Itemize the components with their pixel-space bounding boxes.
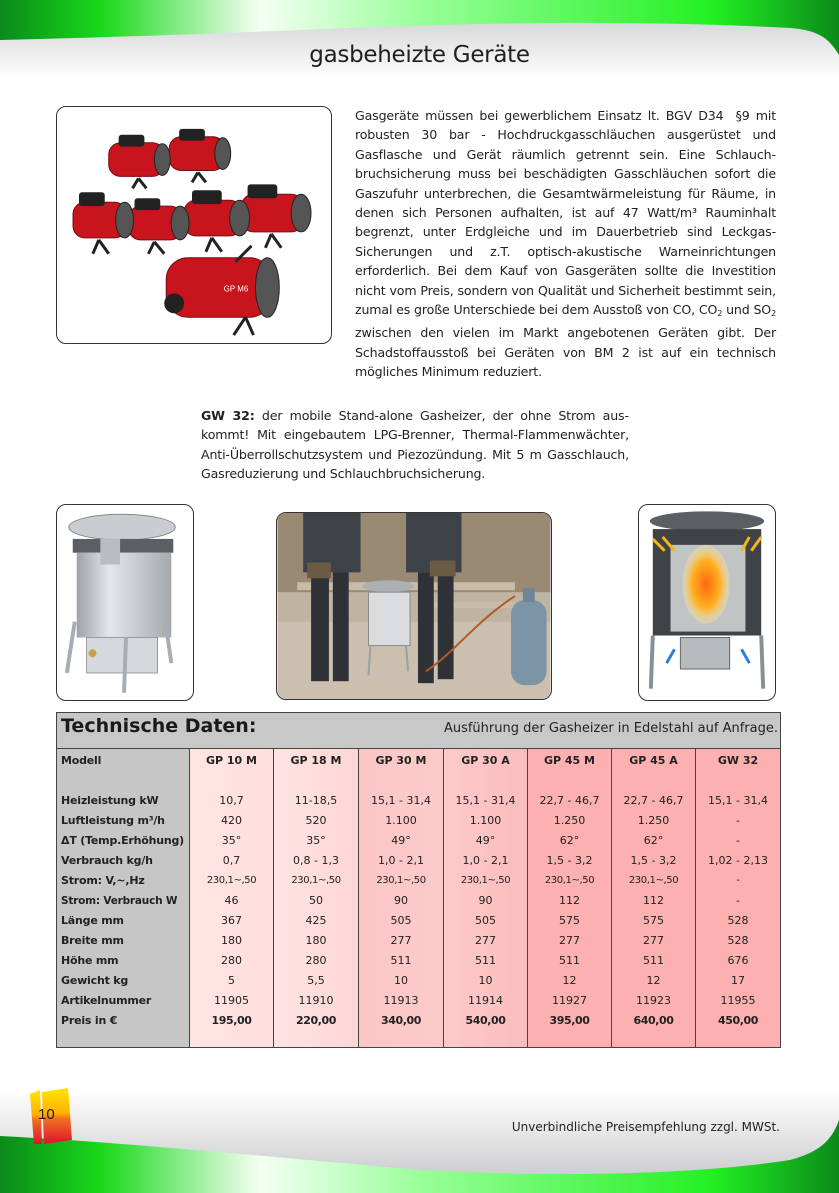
table-cell: 230,1~,50 bbox=[206, 875, 257, 886]
table-cell: 17 bbox=[731, 974, 745, 987]
red-heaters-illustration bbox=[57, 107, 331, 343]
table-cell: 1.100 bbox=[469, 814, 502, 827]
row-label: Strom: Verbrauch W bbox=[61, 895, 178, 907]
table-cell: 35° bbox=[306, 834, 326, 847]
model-name: GP 18 M bbox=[290, 754, 342, 767]
table-cell: 22,7 - 46,7 bbox=[623, 794, 684, 807]
table-cell: 1.100 bbox=[385, 814, 417, 827]
table-cell: 15,1 - 31,4 bbox=[455, 794, 516, 807]
price-cell: 340,00 bbox=[380, 1014, 422, 1027]
table-cell: 528 bbox=[727, 934, 749, 947]
table-cell: 0,8 - 1,3 bbox=[293, 854, 339, 867]
table-cell: 277 bbox=[390, 934, 412, 947]
table-cell: 46 bbox=[224, 894, 239, 907]
row-label: Länge mm bbox=[61, 914, 124, 927]
table-cell: 11927 bbox=[552, 994, 587, 1007]
price-cell: 395,00 bbox=[549, 1014, 590, 1027]
table-cell: 112 bbox=[643, 894, 664, 907]
price-cell: 450,00 bbox=[717, 1014, 759, 1027]
table-cell: 511 bbox=[390, 954, 412, 967]
gw32-cutaway-image bbox=[638, 504, 776, 701]
model-name: GP 45 A bbox=[629, 754, 678, 767]
table-cell: 511 bbox=[643, 954, 664, 967]
table-cell: 230,1~,50 bbox=[628, 875, 679, 886]
table-cell: 505 bbox=[475, 914, 496, 927]
model-column bbox=[695, 749, 780, 1047]
table-cell: 62° bbox=[643, 834, 664, 847]
table-cell: 230,1~,50 bbox=[460, 875, 511, 886]
table-cell: 11955 bbox=[720, 994, 756, 1007]
table-cell: 230,1~,50 bbox=[376, 875, 426, 886]
table-cell: 575 bbox=[559, 914, 580, 927]
table-cell: 230,1~,50 bbox=[291, 875, 341, 886]
gw32-cutaway-illustration bbox=[639, 505, 775, 700]
table-cell: 15,1 - 31,4 bbox=[708, 794, 768, 807]
row-label: Gewicht kg bbox=[61, 974, 129, 987]
technical-data-table bbox=[56, 712, 781, 1048]
table-cell: 0,7 bbox=[222, 854, 241, 867]
price-cell: 640,00 bbox=[633, 1014, 674, 1027]
row-label: Verbrauch kg/h bbox=[61, 854, 153, 867]
table-cell: 1,0 - 2,1 bbox=[378, 854, 424, 867]
table-cell: 575 bbox=[643, 914, 664, 927]
gw32-construction-site-photo bbox=[276, 512, 552, 700]
row-labels-column bbox=[57, 749, 189, 1047]
table-cell: 50 bbox=[309, 894, 323, 907]
table-cell: 11923 bbox=[636, 994, 671, 1007]
model-name: GP 30 M bbox=[375, 754, 427, 767]
page-number: 10 bbox=[38, 1106, 55, 1123]
table-cell: 277 bbox=[475, 934, 496, 947]
page-title: gasbeheizte Geräte bbox=[309, 42, 530, 68]
model-column bbox=[527, 749, 611, 1047]
model-column bbox=[273, 749, 358, 1047]
table-cell: 367 bbox=[221, 914, 242, 927]
table-cell: - bbox=[736, 814, 740, 827]
table-cell: 230,1~,50 bbox=[544, 875, 595, 886]
row-label: Preis in € bbox=[61, 1014, 118, 1027]
table-cell: 520 bbox=[305, 814, 327, 827]
table-cell: 1,5 - 3,2 bbox=[546, 854, 593, 867]
table-cell: 1,5 - 3,2 bbox=[630, 854, 677, 867]
model-column bbox=[358, 749, 443, 1047]
table-cell: - bbox=[736, 894, 740, 907]
table-cell: 1.250 bbox=[637, 814, 670, 827]
gw32-paragraph bbox=[201, 406, 629, 484]
table-cell: - bbox=[736, 834, 740, 847]
construction-site-illustration bbox=[277, 513, 551, 699]
intro-paragraph: Gasgeräte müssen bei gewerblichem Einsatz lt. BGV D34 §9 mit robusten 30 bar - Hochdruckgasschläuchen ausgerüstet und Gasflasche und Gerät räumlich getrennt sein. Eine Schlauchbruchsicherung muss bei beschädigten Gasschläuchen sofort die Gaszufuhr unterbrechen, die Gesamtwärmeleistung für Räume, in denen sich Personen aufhalten, ist auf 47 Watt/m³ Rauminhalt begrenzt, unter Erdgleiche und im Dauerbetrieb sind Leckgas-Sicherungen und z.T. optisch-akustische Warneinrichtungen erforderlich. Bei dem Kauf von Gasgeräten sollte die Investition nicht vom Preis, sondern von Qualität und Sicherheit bestimmt sein, zumal es große Unterschiede bei dem Ausstoß von CO, $CO_2$ und $SO_2$ zwischen den vielen im Markt angebotenen Geräten gibt. Der Schadstoffausstoß bei Geräten von BM 2 ist auf ein technisch mögliches Minimum reduziert. bbox=[355, 108, 777, 380]
model-column bbox=[189, 749, 273, 1047]
table-cell: 11913 bbox=[383, 994, 419, 1007]
table-cell: 112 bbox=[559, 894, 580, 907]
table-cell: 11905 bbox=[214, 994, 249, 1007]
table-cell: 35° bbox=[221, 834, 242, 847]
table-cell: 511 bbox=[559, 954, 580, 967]
svg-text:GP M6: GP M6 bbox=[223, 284, 249, 294]
footer-band bbox=[0, 1090, 839, 1193]
table-cell: 49° bbox=[391, 834, 411, 847]
model-name: GP 10 M bbox=[205, 754, 257, 767]
row-label: Heizleistung kW bbox=[61, 794, 159, 807]
gw32-description: der mobile Stand-alone Gasheizer, der ohne Strom auskommt! Mit eingebautem LPG-Brenner, Thermal-Flammenwächter, Anti-Überrollschutzsystem und Piezozündung. Mit 5 m Gasschlauch, Gasreduzierung und Schlauchbruchsicherung. bbox=[201, 408, 629, 482]
table-cell: 280 bbox=[305, 954, 327, 967]
footer-note: Unverbindliche Preisempfehlung zzgl. MWSt. bbox=[511, 1120, 780, 1134]
row-label: ΔT (Temp.Erhöhung) bbox=[61, 834, 185, 847]
table-cell: 10,7 bbox=[219, 794, 244, 807]
table-cell: 90 bbox=[394, 894, 408, 907]
model-column bbox=[443, 749, 527, 1047]
model-column bbox=[611, 749, 695, 1047]
table-cell: 420 bbox=[221, 814, 242, 827]
table-cell: 5 bbox=[228, 974, 235, 987]
table-cell: 180 bbox=[221, 934, 242, 947]
table-cell: 12 bbox=[646, 974, 661, 987]
table-cell: 12 bbox=[562, 974, 577, 987]
table-cell: 22,7 - 46,7 bbox=[539, 794, 600, 807]
table-cell: 5,5 bbox=[307, 974, 325, 987]
table-cell: 62° bbox=[559, 834, 580, 847]
table-cell: 1,02 - 2,13 bbox=[708, 854, 768, 867]
table-cell: 10 bbox=[478, 974, 493, 987]
table-cell: - bbox=[736, 875, 740, 886]
table-cell: 15,1 - 31,4 bbox=[371, 794, 431, 807]
row-label: Breite mm bbox=[61, 934, 124, 947]
model-name: GP 45 M bbox=[543, 754, 595, 767]
price-cell: 540,00 bbox=[465, 1014, 506, 1027]
table-cell: 1.250 bbox=[553, 814, 586, 827]
gw32-label: GW 32: bbox=[201, 408, 255, 423]
header-band bbox=[0, 0, 839, 80]
table-cell: 180 bbox=[305, 934, 327, 947]
table-cell: 11914 bbox=[468, 994, 503, 1007]
table-cell: 90 bbox=[478, 894, 493, 907]
row-label: Artikelnummer bbox=[61, 994, 152, 1007]
table-cell: 277 bbox=[643, 934, 664, 947]
table-cell: 511 bbox=[475, 954, 496, 967]
gw32-steel-heater-illustration bbox=[57, 505, 193, 700]
table-cell: 49° bbox=[475, 834, 496, 847]
table-cell: 528 bbox=[727, 914, 749, 927]
model-name: GP 30 A bbox=[461, 754, 510, 767]
table-cell: 10 bbox=[394, 974, 408, 987]
table-note: Ausführung der Gasheizer in Edelstahl auf Anfrage. bbox=[443, 721, 778, 736]
table-header-bar bbox=[57, 713, 780, 749]
table-cell: 280 bbox=[221, 954, 242, 967]
table-cell: 1,0 - 2,1 bbox=[462, 854, 509, 867]
row-label: Luftleistung m³/h bbox=[61, 814, 165, 827]
gw32-product-image bbox=[56, 504, 194, 701]
price-cell: 195,00 bbox=[211, 1014, 252, 1027]
table-cell: 505 bbox=[390, 914, 412, 927]
heaters-group-image bbox=[56, 106, 332, 344]
table-cell: 425 bbox=[305, 914, 327, 927]
row-label: Modell bbox=[61, 754, 102, 767]
price-cell: 220,00 bbox=[295, 1014, 337, 1027]
table-columns bbox=[57, 749, 780, 1047]
table-cell: 676 bbox=[727, 954, 749, 967]
model-name: GW 32 bbox=[717, 754, 759, 767]
row-label: Strom: V,~,Hz bbox=[61, 874, 145, 887]
table-cell: 11-18,5 bbox=[294, 794, 338, 807]
table-title: Technische Daten: bbox=[61, 715, 257, 737]
row-label: Höhe mm bbox=[61, 954, 119, 967]
table-cell: 11910 bbox=[298, 994, 334, 1007]
table-cell: 277 bbox=[559, 934, 580, 947]
